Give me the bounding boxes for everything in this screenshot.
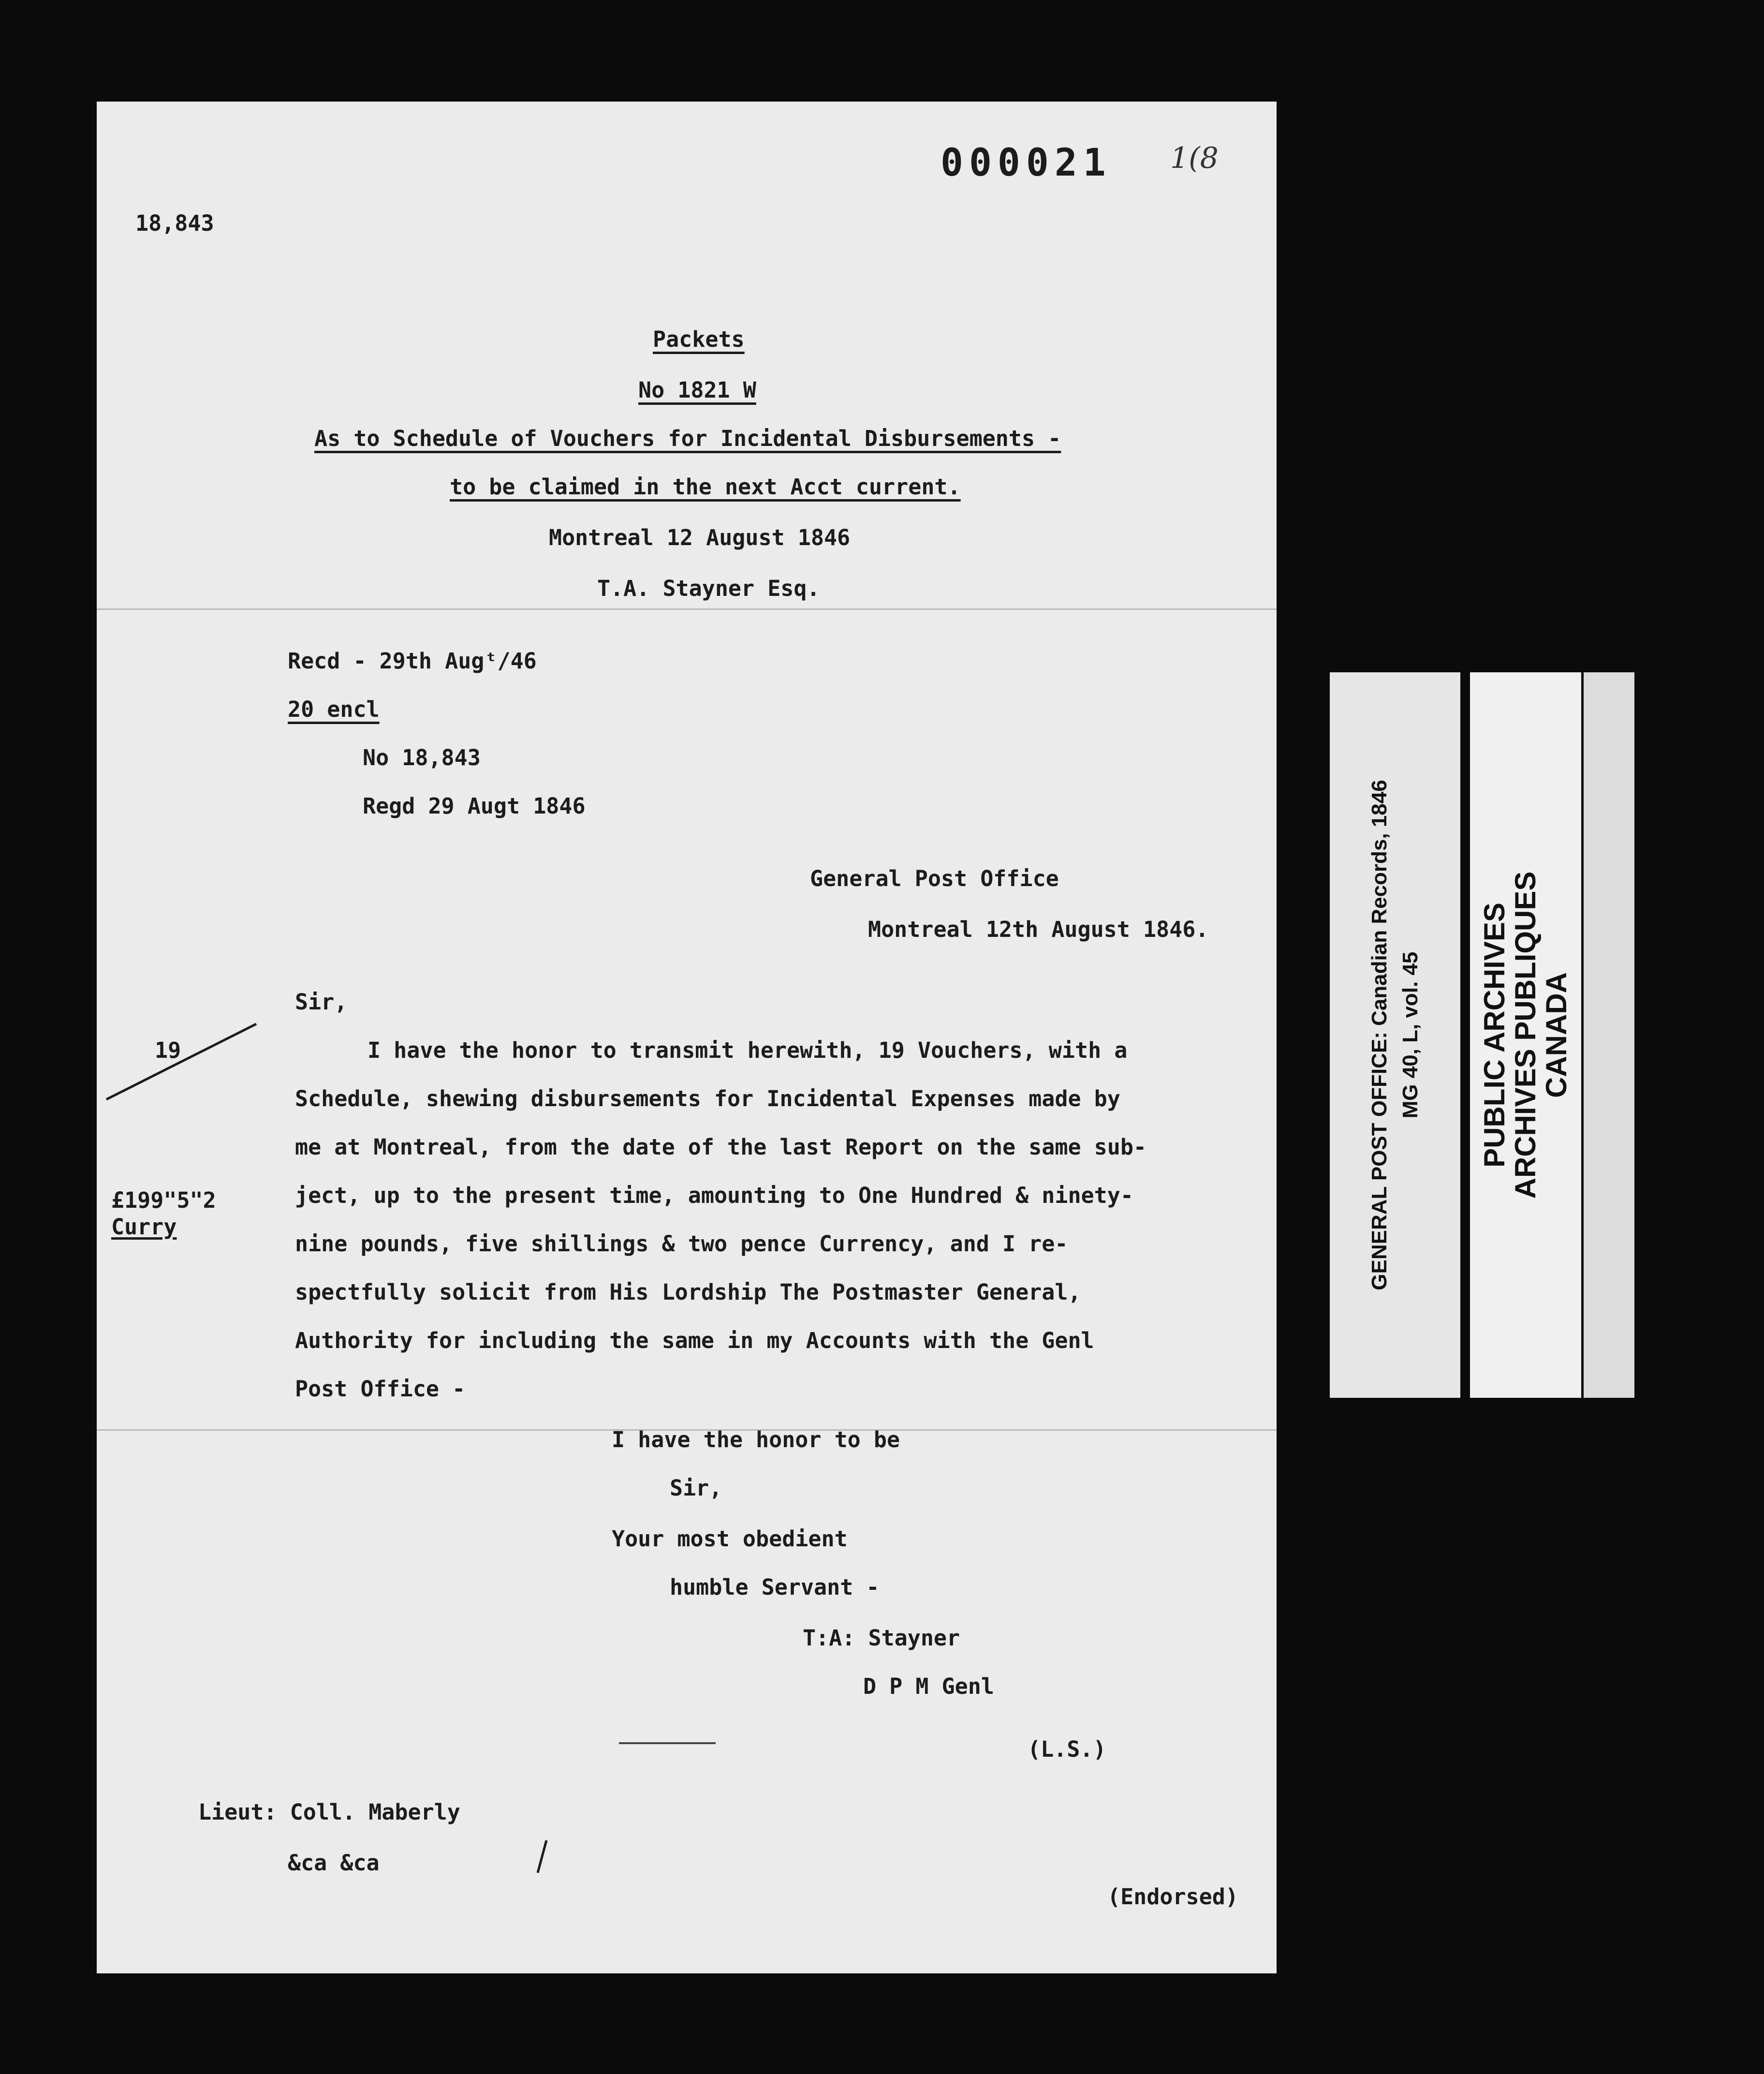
seal-mark: (L.S.) [1028, 1736, 1106, 1762]
body-line: ject, up to the present time, amounting to One Hundred & ninety- [295, 1183, 1133, 1208]
body-line: Schedule, shewing disbursements for Incidental Expenses made by [295, 1086, 1120, 1111]
heading-recipient: T.A. Stayner Esq. [597, 576, 820, 601]
signature: T:A: Stayner [803, 1625, 960, 1651]
signatory-title: D P M Genl [863, 1674, 994, 1699]
pencil-stroke [532, 1838, 551, 1877]
body-line: I have the honor to transmit herewith, 19 Vouchers, with a [368, 1037, 1128, 1063]
record-label-line2: MG 40, L, vol. 45 [1398, 951, 1422, 1119]
archive-stamp-number: 000021 [941, 141, 1112, 185]
registry-number: No 18,843 [363, 745, 481, 770]
archives-label-line3: CANADA [1540, 972, 1573, 1098]
closing-obedient: Your most obedient [612, 1526, 848, 1552]
archives-label-line1: PUBLIC ARCHIVES [1478, 903, 1511, 1168]
body-line: nine pounds, five shillings & two pence Currency, and I re- [295, 1231, 1068, 1257]
heading-date: Montreal 12 August 1846 [549, 525, 851, 550]
fold-line [97, 608, 1277, 610]
margin-currency: Curry [111, 1214, 177, 1240]
document-page [97, 102, 1277, 1973]
closing-sir: Sir, [670, 1475, 722, 1501]
record-label [1330, 672, 1460, 1398]
closing-line: I have the honor to be [612, 1427, 900, 1452]
margin-stroke [102, 1018, 261, 1105]
margin-amount: £199"5"2 [111, 1187, 216, 1213]
heading-subject-cont: to be claimed in the next Acct current. [450, 474, 961, 500]
closing-servant: humble Servant - [670, 1574, 880, 1600]
archives-label-line2: ARCHIVES PUBLIQUES [1509, 871, 1542, 1199]
salutation: Sir, [295, 989, 348, 1015]
received-date: Recd - 29th Augᵗ/46 [288, 648, 537, 674]
record-label-line1: GENERAL POST OFFICE: Canadian Records, 1846 [1367, 780, 1391, 1290]
registered-date: Regd 29 Augt 1846 [363, 793, 586, 819]
label-edge [1584, 672, 1634, 1398]
body-line: spectfully solicit from His Lordship The Postmaster General, [295, 1279, 1081, 1305]
body-line: me at Montreal, from the date of the last Report on the same sub- [295, 1134, 1147, 1160]
endorsed-note: (Endorsed) [1107, 1884, 1238, 1910]
enclosures: 20 encl [288, 696, 380, 722]
addressee-name: Lieut: Coll. Maberly [198, 1799, 460, 1825]
seal-rule [619, 1742, 716, 1744]
body-line: Post Office - [295, 1376, 466, 1402]
heading-number: No 1821 W [638, 377, 756, 403]
archives-label [1470, 672, 1581, 1398]
handwritten-folio: 1(8 [1170, 141, 1219, 175]
corner-number: 18,843 [135, 210, 214, 236]
sender-place-date: Montreal 12th August 1846. [868, 917, 1209, 942]
margin-note-19: 19 [155, 1037, 181, 1063]
addressee-etc: &ca &ca [288, 1850, 380, 1876]
sender-office: General Post Office [810, 866, 1059, 891]
heading-packets: Packets [653, 326, 745, 352]
heading-subject: As to Schedule of Vouchers for Incidental Disbursements - [314, 426, 1061, 451]
body-line: Authority for including the same in my Accounts with the Genl [295, 1328, 1094, 1353]
